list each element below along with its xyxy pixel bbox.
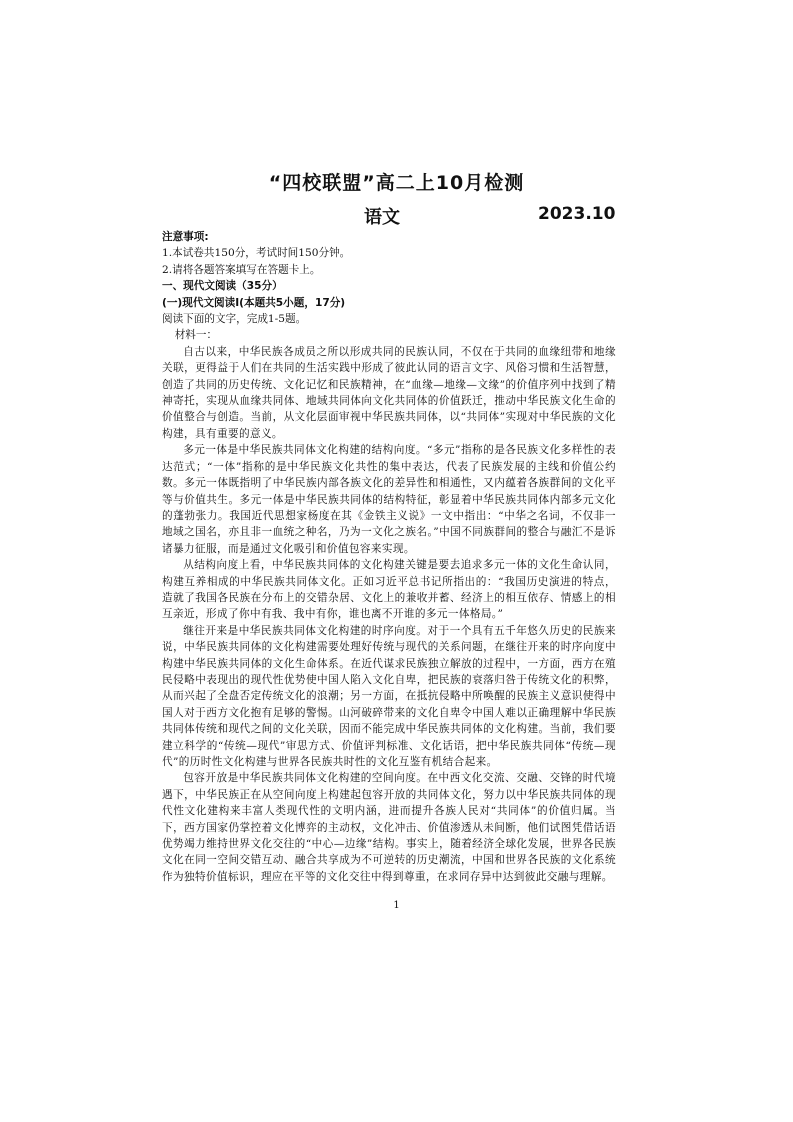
material-label: 材料一：: [174, 329, 218, 342]
exam-body: [162, 229, 616, 885]
reading-instruction: 阅读下面的文字，完成1-5题。: [162, 313, 307, 326]
note-item: 1.本试卷共150分，考试时间150分钟。: [162, 247, 351, 260]
paragraph: 自古以来，中华民族各成员之所以形成共同的民族认同，不仅在于共同的血缘纽带和地缘关联，更得益于人们在共同的生活实践中形成了彼此认同的语言文字、风俗习惯和生活智慧，创造了共同的历史传统、文化记忆和民族精神，在“血缘—地缘—文缘”的价值序列中找到了精神寄托，实现从血缘共同体、地域共同体向文化共同体的价值跃迁，推动中华民族文化生命的价值整合与创造。当前，从文化层面审视中华民族共同体，以“共同体”实现对中华民族的文化构建，具有重要的意义。: [162, 345, 616, 440]
subject-label: 语文: [364, 207, 400, 228]
exam-date: 2023.10: [538, 204, 616, 224]
section-heading: 一、现代文阅读（35分）: [162, 280, 283, 293]
notes-heading: 注意事项:: [162, 231, 209, 243]
paragraph: 多元一体是中华民族共同体文化构建的结构向度。“多元”指称的是各民族文化多样性的表达范式；“一体”指称的是中华民族文化共性的集中表达，代表了民族发展的主线和价值公约数。多元一体既指明了中华民族内部各族文化的差异性和相通性，又内蕴着各族群间的文化平等与价值共生。多元一体是中华民族共同体的结构特征，彰显着中华民族共同体内部多元文化的蓬勃张力。我国近代思想家杨度在其《金铁主义说》一文中指出：“中华之名词，不仅非一地域之国名，亦且非一血统之种名，乃为一文化之族名。”中国不同族群间的整合与融汇不是诉诸暴力征服，而是通过文化吸引和价值包容来实现。: [162, 444, 616, 555]
paragraph: 从结构向度上看，中华民族共同体的文化构建关键是要去追求多元一体的文化生命认同，构建互养相成的中华民族共同体文化。正如习近平总书记所指出的：“我国历史演进的特点，造就了我国各民族在分布上的交错杂居、文化上的兼收并蓄、经济上的相互依存、情感上的相互亲近，形成了你中有我、我中有你，谁也离不开谁的多元一体格局。”: [162, 559, 616, 621]
note-item: 2.请将各题答案填写在答题卡上。: [162, 263, 321, 276]
subsection-heading: (一)现代文阅读Ⅰ(本题共5小题，17分): [162, 296, 346, 309]
paragraph: 继往开来是中华民族共同体文化构建的时序向度。对于一个具有五千年悠久历史的民族来说，中华民族共同体的文化构建需要处理好传统与现代的关系问题，在继往开来的时序向度中构建中华民族共同体的文化生命体系。在近代谋求民族独立解放的过程中，一方面，西方在殖民侵略中表现出的现代性优势使中国人陷入文化自卑，把民族的衰落归咎于传统文化的积弊，从而兴起了全盘否定传统文化的浪潮；另一方面，在抵抗侵略中所唤醒的民族主义意识使得中国人对于西方文化抱有足够的警惕。山河破碎带来的文化自卑令中国人难以正确理解中华民族共同体传统和现代之间的文化关联，因而不能完成中华民族共同体的文化构建。当前，我们要建立科学的“传统—现代”审思方式、价值评判标准、文化话语，把中华民族共同体“传统—现代”的历时性文化构建与世界各民族共时性的文化互鉴有机结合起来。: [162, 624, 616, 768]
exam-title: “四校联盟”高二上10月检测: [268, 172, 525, 194]
page-number: 1: [393, 900, 400, 911]
paragraph: 包容开放是中华民族共同体文化构建的空间向度。在中西文化交流、交融、交锋的时代境遇下，中华民族正在从空间向度上构建起包容开放的共同体文化，努力以中华民族共同体的现代性文化建构来丰富人类现代性的文明内涵，进而提升各族人民对“共同体”的价值归属。当下，西方国家仍掌控着文化博弈的主动权，文化冲击、价值渗透从未间断，他们试图凭借话语优势竭力维持世界文化交往的“中心—边缘”结构。事实上，随着经济全球化发展，世界各民族文化在同一空间交错互动、融合共享成为不可逆转的历史潮流，中国和世界各民族的文化系统作为独特价值标识，理应在平等的文化交往中得到尊重，在求同存异中达到彼此交融与理解。: [162, 772, 616, 883]
